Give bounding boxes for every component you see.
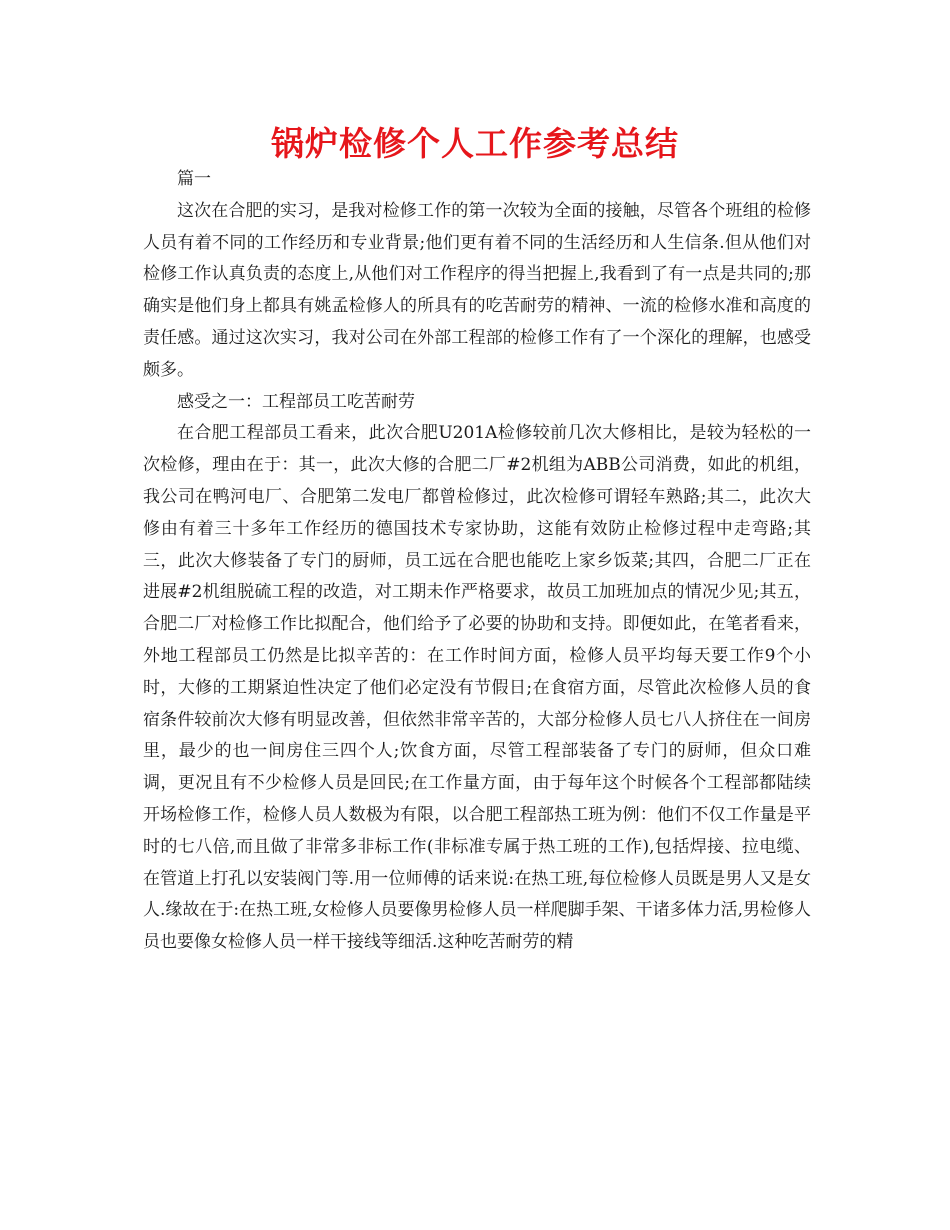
paragraph: 在合肥工程部员工看来，此次合肥U201A检修较前几次大修相比，是较为轻松的一次检修，理由在于：其一，此次大修的合肥二厂#2机组为ABB公司消费，如此的机组，我公司在鸭河电厂、合肥第二发电厂都曾检修过，此次检修可谓轻车熟路;其二，此次大修由有着三十多年工作经历的德国技术专家协助，这能有效防止检修过程中走弯路;其三，此次大修装备了专门的厨师，员工远在合肥也能吃上家乡饭菜;其四，合肥二厂正在进展#2机组脱硫工程的改造，对工期未作严格要求，故员工加班加点的情况少见;其五，合肥二厂对检修工作比拟配合，他们给予了必要的协助和支持。即便如此，在笔者看来，外地工程部员工仍然是比拟辛苦的：在工作时间方面，检修人员平均每天要工作9个小时，大修的工期紧迫性决定了他们必定没有节假日;在食宿方面，尽管此次检修人员的食宿条件较前次大修有明显改善，但依然非常辛苦的，大部分检修人员七八人挤住在一间房里，最少的也一间房住三四个人;饮食方面，尽管工程部装备了专门的厨师，但众口难调，更况且有不少检修人员是回民;在工作量方面，由于每年这个时候各个工程部都陆续开场检修工作，检修人员人数极为有限，以合肥工程部热工班为例：他们不仅工作量是平时的七八倍,而且做了非常多非标工作(非标准专属于热工班的工作),包括焊接、拉电缆、在管道上打孔以安装阀门等.用一位师傅的话来说:在热工班,每位检修人员既是男人又是女人.缘故在于:在热工班,女检修人员要像男检修人员一样爬脚手架、干诸多体力活,男检修人员也要像女检修人员一样干接线等细活.这种吃苦耐劳的精 [143,423,811,953]
document-body [143,164,811,959]
section-heading: 篇一 [177,169,211,189]
subsection-heading: 感受之一：工程部员工吃苦耐劳 [177,391,415,412]
document-title: 锅炉检修个人工作参考总结 [271,124,679,163]
paragraph: 这次在合肥的实习，是我对检修工作的第一次较为全面的接触，尽管各个班组的检修人员有着不同的工作经历和专业背景;他们更有着不同的生活经历和人生信条.但从他们对检修工作认真负责的态度上,从他们对工作程序的得当把握上,我看到了有一点是共同的;那确实是他们身上都具有姚孟检修人的所具有的吃苦耐劳的精神、一流的检修水准和高度的责任感。通过这次实习，我对公司在外部工程部的检修工作有了一个深化的理解，也感受颇多。 [143,200,811,380]
